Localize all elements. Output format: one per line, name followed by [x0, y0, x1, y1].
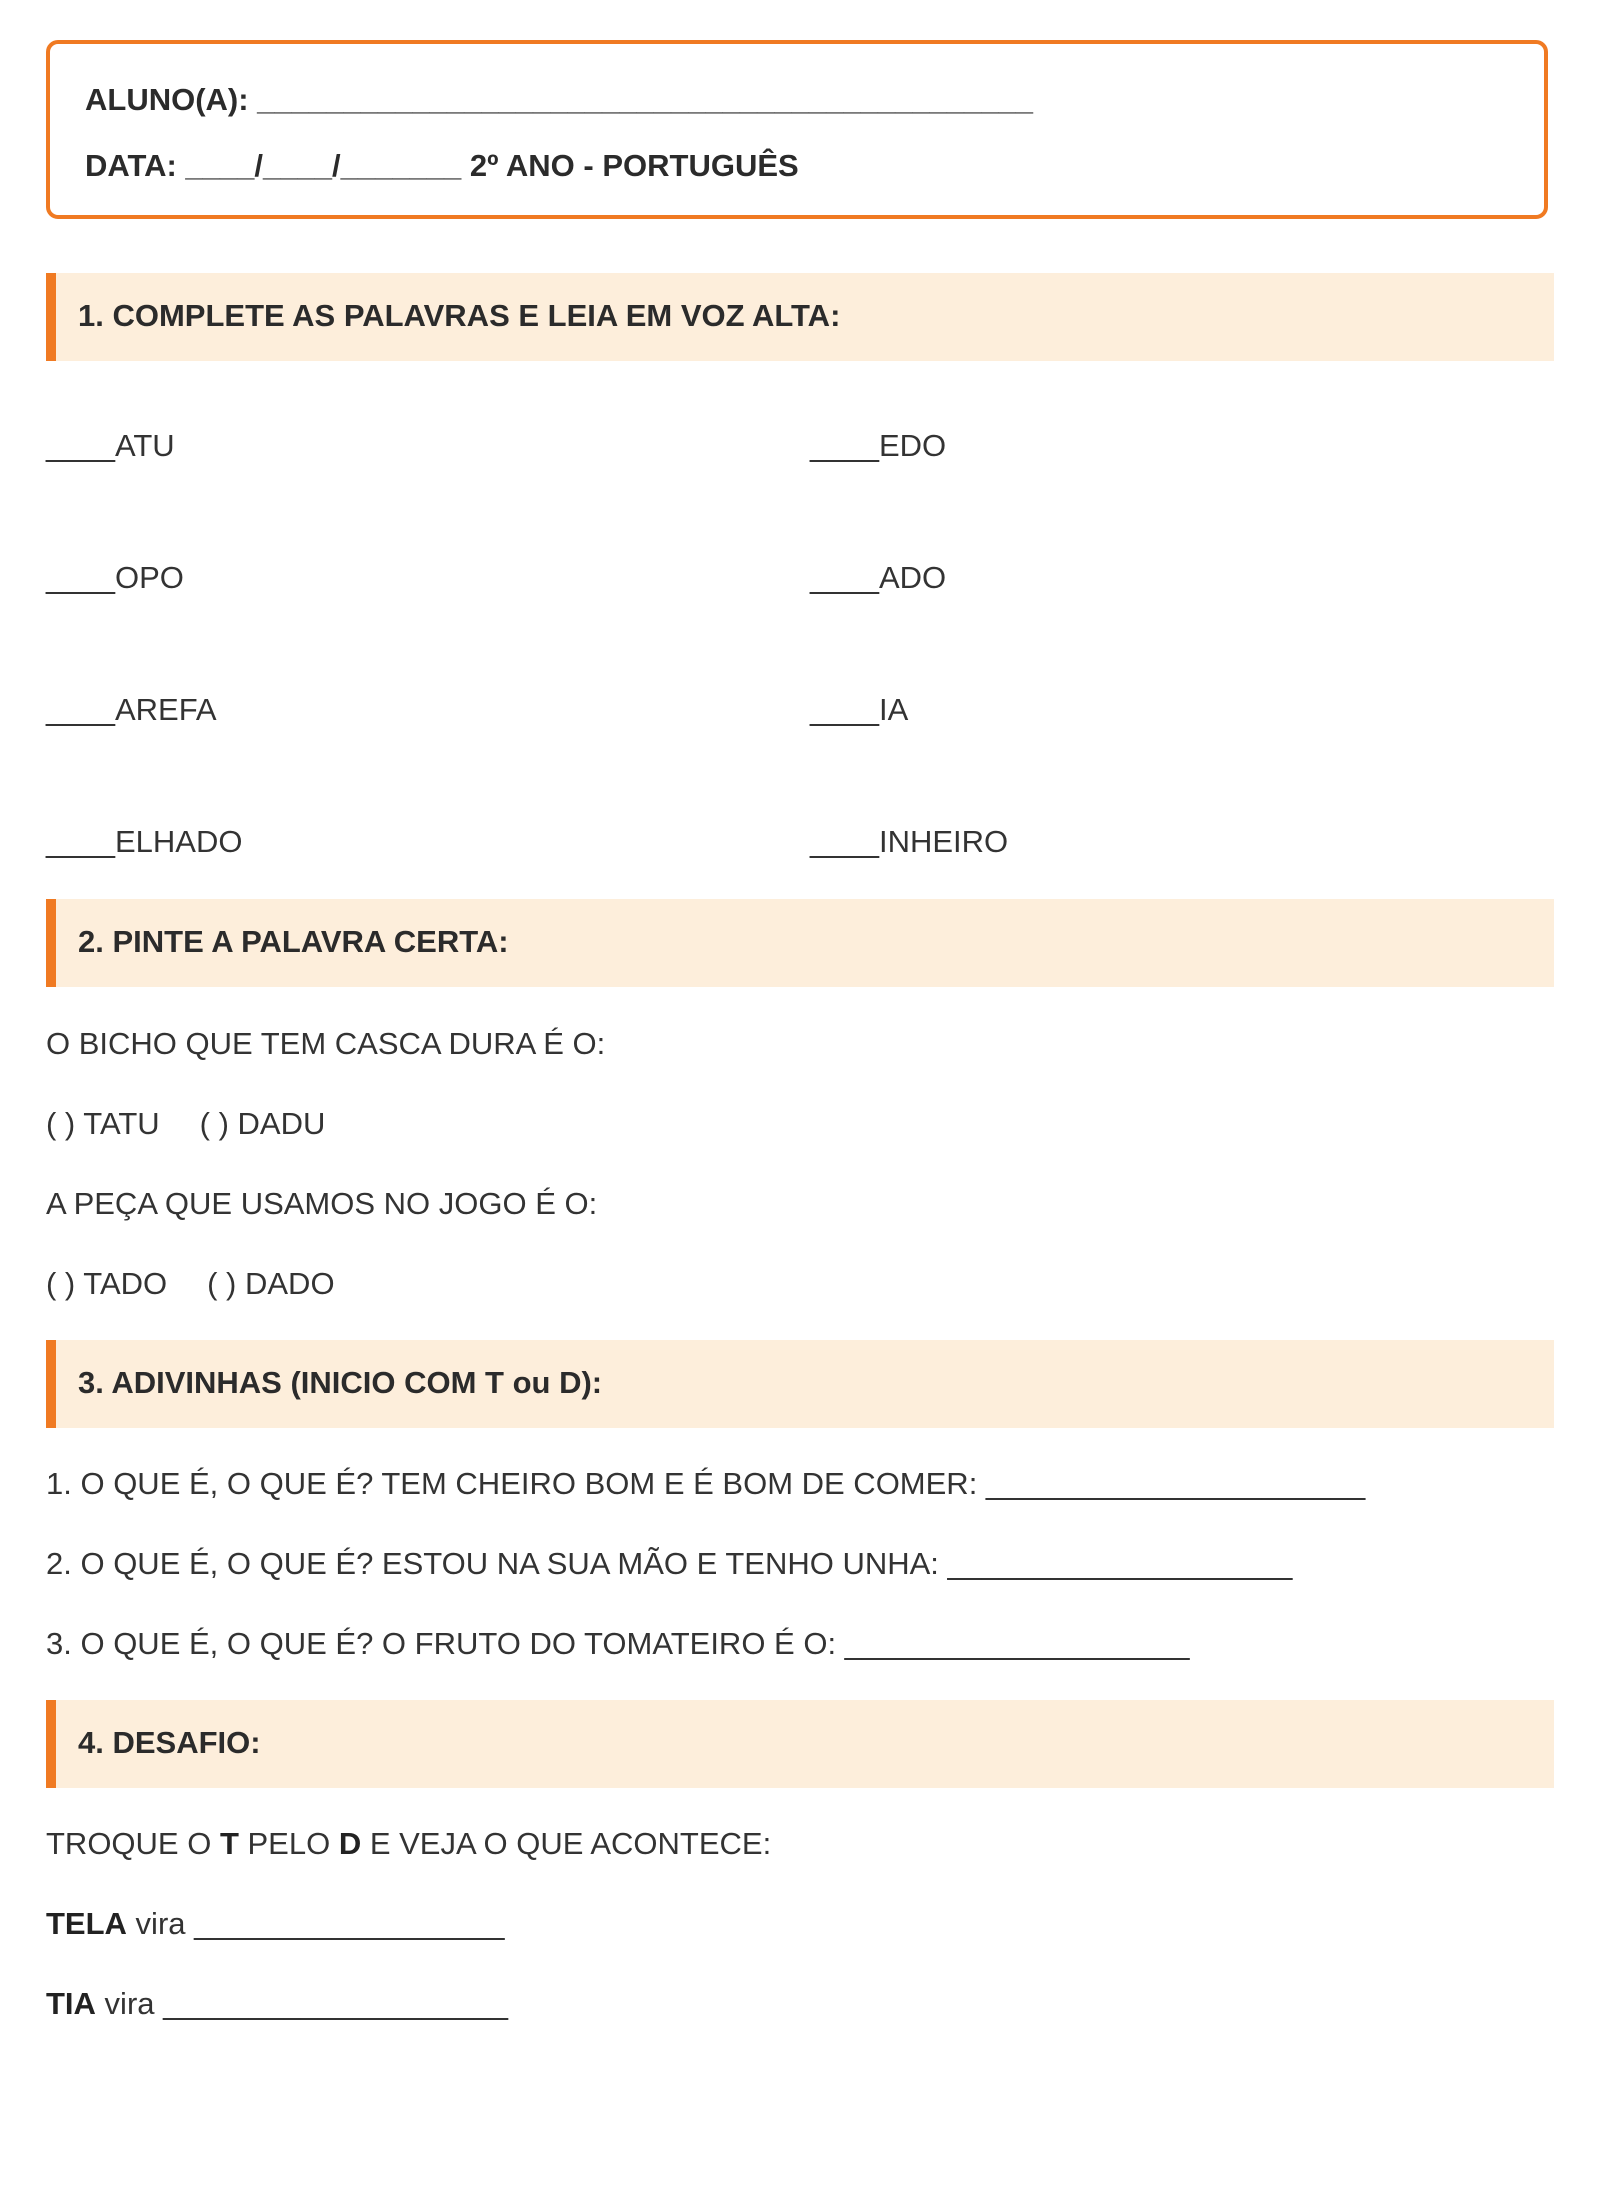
- word-item: ____ADO: [810, 560, 947, 595]
- answer-line: vira __________________: [126, 1906, 505, 1941]
- word-tia: TIA: [46, 1986, 96, 2021]
- section-1-header: [46, 273, 1554, 361]
- letter-d: D: [338, 1826, 362, 1861]
- challenge-item-2: [46, 1986, 508, 2022]
- challenge-item-1: [46, 1906, 504, 1942]
- question-1-text: O BICHO QUE TEM CASCA DURA É O:: [46, 1026, 606, 1061]
- word-item: ____ELHADO: [46, 824, 243, 859]
- instruction-part: E VEJA O QUE ACONTECE:: [361, 1826, 772, 1861]
- instruction-part: PELO: [238, 1826, 339, 1861]
- question-2-text: A PEÇA QUE USAMOS NO JOGO É O:: [46, 1186, 598, 1221]
- question-2-options: [46, 1266, 335, 1302]
- riddle-2: 2. O QUE É, O QUE É? ESTOU NA SUA MÃO E TENHO UNHA: ____________________: [46, 1546, 1293, 1581]
- section-2-title: 2. PINTE A PALAVRA CERTA:: [78, 924, 509, 959]
- word-item: ____IA: [810, 692, 909, 727]
- letter-t: T: [219, 1826, 239, 1861]
- option-dado[interactable]: ( ) DADO: [207, 1266, 335, 1301]
- section-1-title: 1. COMPLETE AS PALAVRAS E LEIA EM VOZ ALTA:: [78, 298, 841, 333]
- challenge-instruction: [46, 1826, 771, 1862]
- date-grade-line: DATA: ____/____/_______ 2º ANO - PORTUGUÊS: [85, 148, 799, 183]
- word-tela: TELA: [46, 1906, 127, 1941]
- word-item: ____EDO: [810, 428, 947, 463]
- riddle-1: 1. O QUE É, O QUE É? TEM CHEIRO BOM E É BOM DE COMER: ______________________: [46, 1466, 1366, 1501]
- section-2-header: [46, 899, 1554, 987]
- answer-line: vira ____________________: [95, 1986, 508, 2021]
- option-dadu[interactable]: ( ) DADU: [199, 1106, 326, 1141]
- word-item: ____ATU: [46, 428, 175, 463]
- word-item: ____AREFA: [46, 692, 217, 727]
- word-item: ____INHEIRO: [810, 824, 1009, 859]
- section-4-title: 4. DESAFIO:: [78, 1725, 261, 1760]
- riddle-3: 3. O QUE É, O QUE É? O FRUTO DO TOMATEIRO É O: ____________________: [46, 1626, 1190, 1661]
- option-tado[interactable]: ( ) TADO: [46, 1266, 168, 1301]
- option-tatu[interactable]: ( ) TATU: [46, 1106, 160, 1141]
- question-1-options: [46, 1106, 325, 1142]
- student-info-box: [46, 40, 1548, 219]
- section-3-header: [46, 1340, 1554, 1428]
- word-item: ____OPO: [46, 560, 184, 595]
- student-name-line: ALUNO(A): _____________________________________________: [85, 82, 1034, 117]
- section-4-header: [46, 1700, 1554, 1788]
- section-3-title: 3. ADIVINHAS (INICIO COM T ou D):: [78, 1365, 603, 1400]
- instruction-part: TROQUE O: [46, 1826, 220, 1861]
